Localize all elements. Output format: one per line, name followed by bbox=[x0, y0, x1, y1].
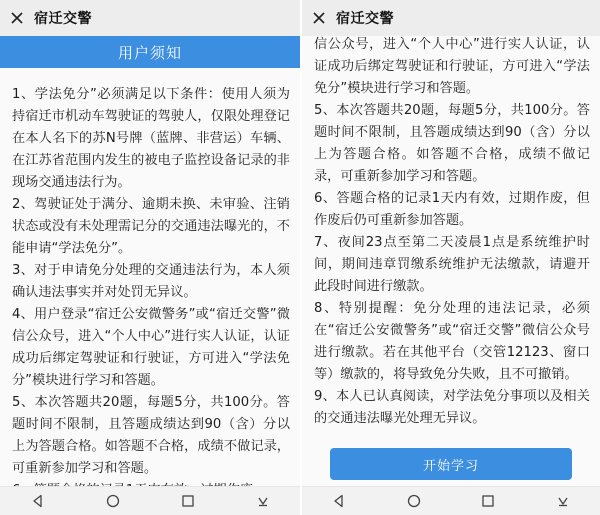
system-nav-bar bbox=[0, 486, 300, 515]
nav-recents-icon bbox=[181, 494, 195, 508]
nav-notification-button[interactable] bbox=[545, 490, 581, 512]
notice-item-9: 9、本人已认真阅读，对学法免分事项以及相关的交通违法曝光处理无异议。 bbox=[314, 389, 590, 426]
nav-back-button[interactable] bbox=[20, 490, 56, 512]
title-bar bbox=[0, 0, 300, 36]
close-icon bbox=[11, 12, 23, 24]
notice-item-2: 2、驾驶证处于满分、逾期未换、未审验、注销状态或没有未处理需记分的交通违法曝光的，不能申请“学法免分”。 bbox=[12, 197, 290, 256]
notice-item-5: 5、本次答题共20题，每题5分，共100分。答题时间不限制，且答题成绩达到90（含）分以上为答题合格。如答题不合格，成绩不做记录，可重新参加学习和答题。 bbox=[314, 103, 590, 184]
app-title: 宿迁交警 bbox=[34, 11, 92, 27]
nav-home-button[interactable] bbox=[95, 490, 131, 512]
notice-item-6: 6、答题合格的记录1天内有效，过期作废，但作废后仍可重新参加答题。 bbox=[314, 191, 590, 228]
nav-back-icon bbox=[31, 494, 45, 508]
nav-recents-icon bbox=[481, 494, 495, 508]
nav-back-button[interactable] bbox=[321, 490, 357, 512]
close-button[interactable] bbox=[302, 0, 336, 36]
nav-recents-button[interactable] bbox=[470, 490, 506, 512]
start-learning-button[interactable]: 开始学习 bbox=[330, 448, 572, 480]
notice-content[interactable] bbox=[302, 34, 600, 483]
notice-item-5: 5、本次答题共20题，每题5分，共100分。答题时间不限制，且答题成绩达到90（含）分以上为答题合格。如答题不合格，成绩不做记录，可重新参加学习和答题。 bbox=[12, 395, 290, 476]
nav-home-icon bbox=[106, 494, 120, 508]
notice-item-4: 4、用户登录“宿迁公安微警务”或“宿迁交警”微信公众号，进入“个人中心”进行实人认证，认证成功后绑定驾驶证和行驶证，方可进入“学法免分”模块进行学习和答题。 bbox=[12, 307, 290, 388]
notice-item-3: 3、对于申请免分处理的交通违法行为，本人须确认违法事实并对处罚无异议。 bbox=[12, 263, 290, 300]
system-nav-bar bbox=[302, 486, 600, 515]
close-icon bbox=[313, 12, 325, 24]
nav-home-button[interactable] bbox=[396, 490, 432, 512]
nav-home-icon bbox=[407, 494, 421, 508]
notice-content[interactable] bbox=[0, 84, 300, 483]
notice-item-1: 1、学法免分”必须满足以下条件：使用人须为持宿迁市机动车驾驶证的驾驶人，仅限处理登记在本人名下的苏N号牌（蓝牌、非营运）车辆、在江苏省范围内发生的被电子监控设备记录的非现场交通违法行为。 bbox=[12, 87, 290, 190]
nav-notification-icon bbox=[556, 494, 570, 508]
right-screen bbox=[302, 0, 600, 515]
close-button[interactable] bbox=[0, 0, 34, 36]
nav-notification-icon bbox=[256, 494, 270, 508]
nav-notification-button[interactable] bbox=[245, 490, 281, 512]
title-bar bbox=[302, 0, 600, 36]
notice-item-4-tail: 信公众号，进入“个人中心”进行实人认证，认证成功后绑定驾驶证和行驶证，方可进入“学法免分”模块进行学习和答题。 bbox=[314, 37, 590, 96]
banner-title: 用户须知 bbox=[117, 43, 182, 62]
nav-recents-button[interactable] bbox=[170, 490, 206, 512]
nav-back-icon bbox=[332, 494, 346, 508]
notice-banner bbox=[0, 36, 300, 68]
notice-item-8: 8、特别提醒：免分处理的违法记录，必须在“宿迁公安微警务”或“宿迁交警”微信公众号进行缴款。若在其他平台（交管12123、窗口等）缴款的，将导致免分失败，且不可撤销。 bbox=[314, 301, 590, 382]
notice-item-7: 7、夜间23点至第二天凌晨1点是系统维护时间，期间违章罚缴系统维护无法缴款，请避开此段时间进行缴款。 bbox=[314, 235, 590, 294]
app-title: 宿迁交警 bbox=[336, 11, 394, 27]
